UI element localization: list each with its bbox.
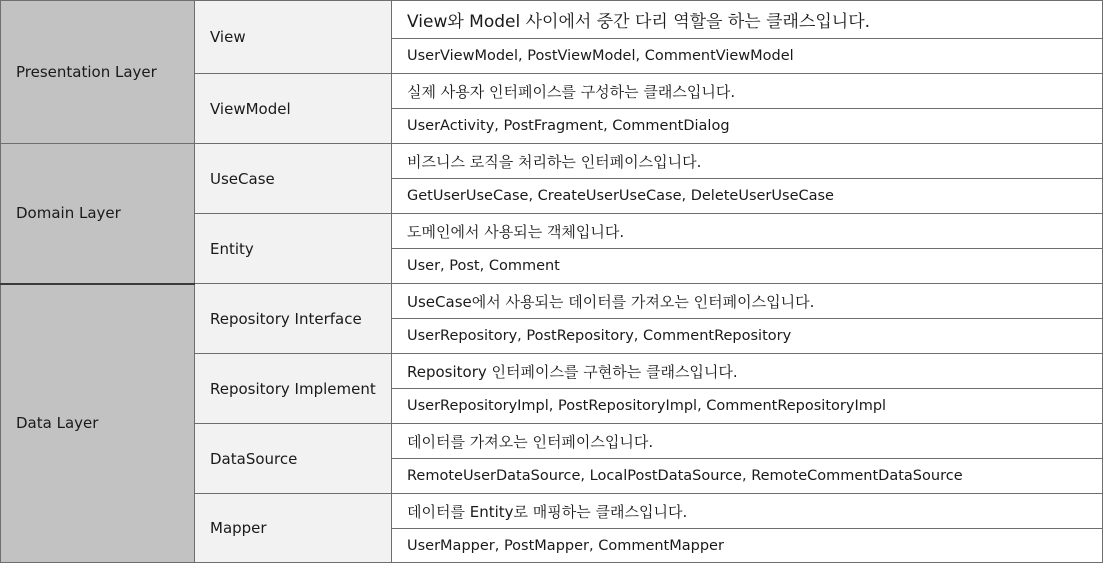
table-row	[1, 1, 1103, 39]
component-view-description: View와 Model 사이에서 중간 다리 역할을 하는 클래스입니다.	[392, 1, 1103, 39]
layer-presentation: Presentation Layer	[1, 1, 195, 144]
component-viewmodel-description: 실제 사용자 인터페이스를 구성하는 클래스입니다.	[392, 74, 1103, 109]
component-mapper-examples: UserMapper, PostMapper, CommentMapper	[392, 529, 1103, 563]
component-repository-implement-examples: UserRepositoryImpl, PostRepositoryImpl, CommentRepositoryImpl	[392, 389, 1103, 424]
layer-data: Data Layer	[1, 284, 195, 563]
component-mapper: Mapper	[195, 494, 392, 563]
table-row	[1, 144, 1103, 179]
component-viewmodel: ViewModel	[195, 74, 392, 144]
component-mapper-description: 데이터를 Entity로 매핑하는 클래스입니다.	[392, 494, 1103, 529]
component-datasource-description: 데이터를 가져오는 인터페이스입니다.	[392, 424, 1103, 459]
component-repository-implement: Repository Implement	[195, 354, 392, 424]
table-row	[1, 284, 1103, 319]
component-repository-interface-examples: UserRepository, PostRepository, CommentRepository	[392, 319, 1103, 354]
component-view-examples: UserViewModel, PostViewModel, CommentViewModel	[392, 39, 1103, 74]
component-entity-examples: User, Post, Comment	[392, 249, 1103, 284]
component-entity: Entity	[195, 214, 392, 284]
component-entity-description: 도메인에서 사용되는 객체입니다.	[392, 214, 1103, 249]
component-datasource-examples: RemoteUserDataSource, LocalPostDataSource, RemoteCommentDataSource	[392, 459, 1103, 494]
component-viewmodel-examples: UserActivity, PostFragment, CommentDialog	[392, 109, 1103, 144]
component-view: View	[195, 1, 392, 74]
layer-domain: Domain Layer	[1, 144, 195, 284]
component-repository-interface: Repository Interface	[195, 284, 392, 354]
component-usecase-examples: GetUserUseCase, CreateUserUseCase, DeleteUserUseCase	[392, 179, 1103, 214]
component-datasource: DataSource	[195, 424, 392, 494]
component-repository-implement-description: Repository 인터페이스를 구현하는 클래스입니다.	[392, 354, 1103, 389]
component-usecase: UseCase	[195, 144, 392, 214]
component-repository-interface-description: UseCase에서 사용되는 데이터를 가져오는 인터페이스입니다.	[392, 284, 1103, 319]
component-usecase-description: 비즈니스 로직을 처리하는 인터페이스입니다.	[392, 144, 1103, 179]
